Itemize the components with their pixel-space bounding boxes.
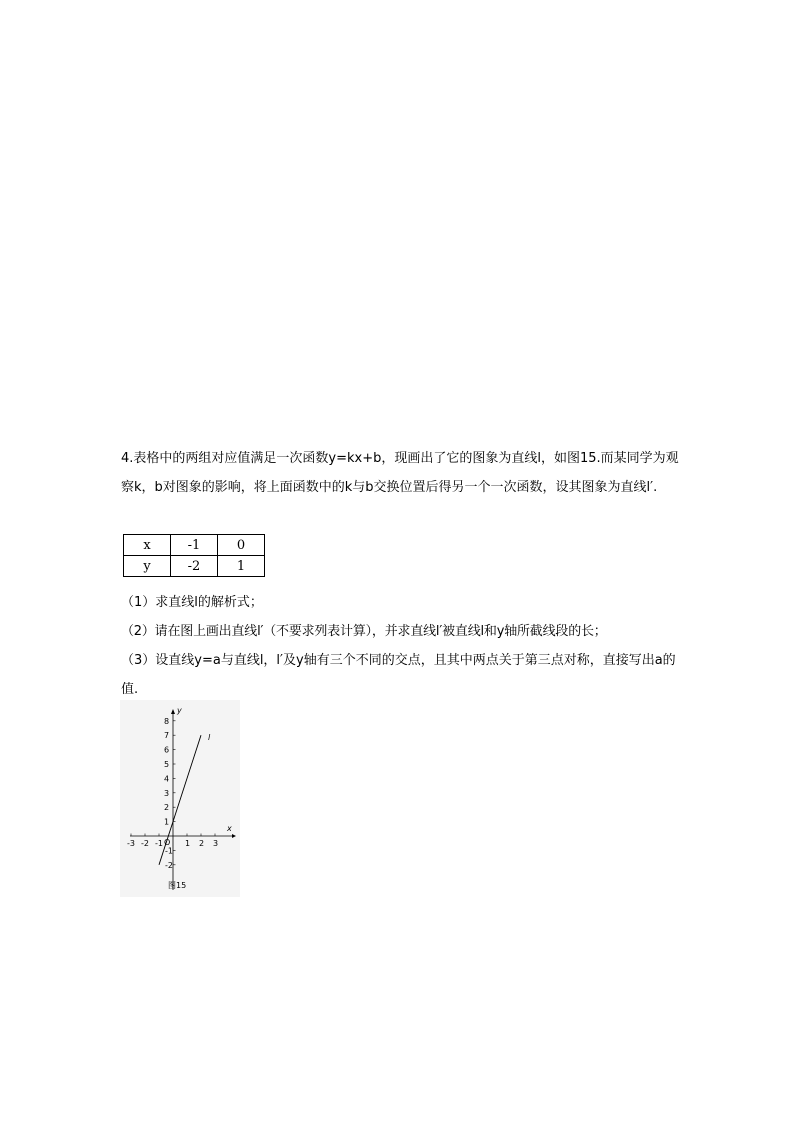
table-cell: x: [124, 535, 171, 556]
y-tick-label: 4: [164, 774, 170, 784]
y-tick-label: -1: [165, 846, 173, 856]
x-tick-label: 1: [185, 839, 191, 848]
question-2: （2）请在图上画出直线l′（不要求列表计算），并求直线l′被直线l和y轴所截线段的长；: [121, 624, 607, 639]
x-tick-label: 3: [213, 839, 219, 848]
table-cell: y: [124, 556, 171, 577]
x-tick-label: 2: [199, 839, 205, 848]
figure-15: [120, 700, 240, 897]
x-axis-label: x: [227, 824, 232, 833]
y-tick-label: 6: [164, 745, 170, 755]
y-tick-label: 7: [164, 731, 170, 741]
problem-intro: 4.表格中的两组对应值满足一次函数y=kx+b，现画出了它的图象为直线l，如图15.而某同学为观察k，b对图象的影响，将上面函数中的k与b交换位置后得另一个一次函数，设其图象为直线l′.: [121, 451, 679, 495]
line-l-label: l: [208, 733, 211, 742]
coordinate-plane: [120, 700, 240, 897]
question-1: （1）求直线l的解析式；: [121, 595, 263, 610]
line-l: [159, 735, 201, 865]
question-list: [121, 588, 681, 704]
y-tick-label: -2: [165, 860, 173, 870]
table-cell: -1: [171, 535, 218, 556]
x-tick-label: -1: [155, 839, 163, 848]
caption: 图15: [168, 881, 187, 890]
table-cell: -2: [171, 556, 218, 577]
y-tick-label: 3: [164, 788, 170, 798]
y-tick-label: 5: [164, 760, 170, 769]
y-axis-arrow: [171, 709, 175, 714]
y-tick-label: 1: [164, 817, 170, 827]
problem-4: [121, 444, 681, 502]
x-axis-arrow: [232, 834, 236, 838]
y-tick-label: 8: [164, 716, 170, 726]
y-tick-label: 2: [164, 803, 170, 813]
y-axis-label: y: [177, 706, 182, 715]
table-cell: 1: [218, 556, 265, 577]
x-tick-label: -3: [127, 839, 135, 848]
table-row: [124, 556, 265, 577]
table-cell: 0: [218, 535, 265, 556]
question-3: （3）设直线y=a与直线l，l′及y轴有三个不同的交点，且其中两点关于第三点对称，直接写出a的值.: [121, 653, 676, 697]
table-row: [124, 535, 265, 556]
x-tick-label: -2: [141, 839, 149, 848]
value-table: [123, 534, 265, 577]
origin-label: O: [164, 838, 171, 847]
